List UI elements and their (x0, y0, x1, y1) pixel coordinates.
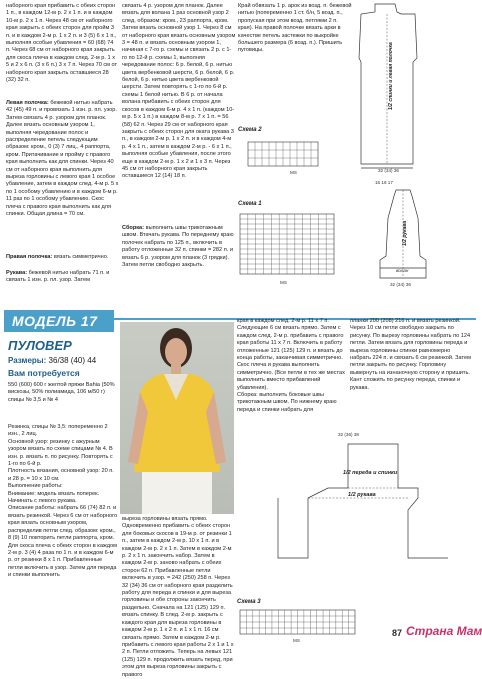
dims-bottom: 32 (36) 38 (338, 432, 359, 437)
dims-mid: 32 (34) 36 (378, 168, 399, 173)
col1-right-front (6, 254, 119, 270)
col-b1-text: Резинка, спицы № 3,5: попеременно 2 изн., 2 лиц. Основной узор: резинку с ажурным узором вязать по схеме спицами № 4. В изн. р. вязать п. по рисунку. Повторять с 1-го по 6-й р. Плотность вязания, основной узор: 20 п. и 28 р. = 10 х 10 см. Выполнение работы: Внимание: модель вязать поперек. Начинать с левого рукава. Описание работы: набрать 66 (74) 82 п. и вязать резинкой. Через 6 см от наборного края вязать основным узором, распределив петли след. образом: кром., 8 (9) 10 повторить петли раппорта, кром. Для скоса плеча с обеих сторон в каждом 2-м р. 3 (4) 4 раза по 1 п. и в каждом 6-м р. от резинки 8 х 1 п. Прибавленные петли включить в узор. Затем для переда и спинки выполнить (8, 424, 118, 579)
model-banner (4, 310, 114, 332)
dims-sleeve: 32 (34) 36 (390, 282, 411, 287)
schema3-grid (240, 610, 355, 634)
sleeve2-label: 1/2 рукава (348, 492, 376, 498)
page-number: 87 (392, 628, 403, 638)
sleeves-heading: Рукава: (6, 270, 28, 276)
schema3-ms: MS (293, 638, 300, 643)
front-back-label: 1/2 переда и спинки (343, 470, 398, 476)
schema2-grid (248, 142, 318, 166)
schema2-title: Схема 2 (238, 127, 262, 133)
schema1-ms: MS (280, 280, 287, 285)
schema1-grid (240, 214, 334, 274)
model-photo-figure (120, 322, 234, 514)
col-b2-text: выреза горловины вязать прямо. Одновременно прибавить с обеих сторон для боковых скосов в 19-м р. от резинки 1 п., затем в каждом 2-м р. 10 х 1 п. и в каждом 2-м р. 2 х 1 п. Затем в каждом 2-м р. 2 х 1 п. закончить набор. Затем в каждом 2-м р. заново набрать с обеих сторон 62 п. Прибавленные петли включить в узор. = 242 (250) 258 п. Через 32 (34) 36 см от наборного края разделить работу для переда и спинки и для выреза горловины и обе стороны закончить раздельно. Сначала на 121 (125) 129 п. вязать спинку. В след. 2-м р. закрыть с каждого края для вырeза горловины в каждом 2-м р. 1 х 2 п. и 1 х 1 п. 16 см связать прямо. Затем в каждом 2-м р. прибавить с левого края работы 2 х 1 и 1 х 2 п. Петли отложить. Теперь на левых 121 (125) 129 п. продолжить вязать перед, при этом для выреза горловины закрыть с правого (122, 516, 234, 678)
col2-assembly (122, 225, 236, 297)
back-pattern-diagram (355, 2, 473, 172)
model-banner-text: МОДЕЛЬ 17 (12, 313, 98, 329)
right-front-heading: Правая полочка: (6, 254, 53, 260)
col3-paragraph: Край обвязать 1 р. арок из возд. п. бежевой нитью (попеременно 1 ст. б/н, 5 возд. п., пропуская при этом возд. петлями 2 п. края). На правой полочке вязать арки в качестве петель застежки по выкройке большего размера (6 возд. п.). Пришить пуговицы. (238, 3, 352, 54)
col2-paragraph: связать 4 р. узором для планок. Далее вязать для волана 1 раз основной узор 2 след. образом: кром., 23 раппорта, кром. Затем вязать основной узор 1. Через 8 см от наборного края вязать основным узором 3 = 48 п. и вязать основным узором 1, начиная с 7-го р. схемы и связать 2 р. с 1-го по 12-й р. схемы 1, выполняя чередование полос: 6 р. белой, 6 р. нитью цвета вербенковой шерсти, 6 р. белой, 6 р. белой, 6 р. нитью цвета вербенковой шерсти. Затем повторять с 1-го по 6-й р. схемы 1 белой нитью. В 6 р. от начала волана прибавить с обеих сторон для скосов в каждом 6-м р. 4 х 1 п. (каждом 10-м р. 5 х 1 п.) в каждом 8-м р. 7 х 1 п. = 56 (58) 62 п. Через 29 см от наборного края закрыть с обеих сторон для оката рукава 3 п., в каждом 2-м р. 1 х 2 п. и в каждом 4-м р. 4 х 1 п., затем в каждом 2-м р. - 6 х 1 п., выполняя особые убавления, после этого еще в каждом 2-м р. 1 х 2 и 1 х 3 п. Через 45 см от наборного края закрыть оставшиеся 12 (14) 18 п. (122, 3, 236, 180)
model-title: ПУЛОВЕР (8, 338, 72, 353)
left-front-text: бежевой нитью набрать 42 (45) 49 п. и провязать 1 изн. р. пл. узор. Затем связать 4 р. узором для планок. Далее вязать основным узором 1, выполняя чередование полос и распределение петель следующим образом: кром., 0 (3) 7 лиц., 4 раппорта, кром. Притачивание и пройму с правого края выполнить как для спинки. Через 40 см от наборного края выполнить для выреза горловины с левого края 1 особое убавление, затем в каждом след. 4-м р. 5 х по 1 особому убавлению и в каждом 6-м р. 11 раз по 1 особому убавлению. Скос плеча с правого края выполнить как для спинки. Общая длина = 70 см. (6, 100, 119, 218)
sizes-label: Размеры: (8, 356, 47, 365)
assembly-text: выполнить швы трикотажным швом. Втачать рукава. По переднему краю полочек набрать по 125 п., включить в работу отложенные 32 п. спинки = 282 п. и вязать 6 р. узором для планок (3 грядки). Затем петли свободно закрыть. (122, 225, 234, 269)
assembly-heading: Сборка: (122, 225, 145, 231)
col-b4-text: планки 200 (208) 216 п. и вязать резинкой. Через 10 см петли свободно закрыть по рисунку. По вырезу горловины набрать по 124 петли. Затем вязать для горловины переда и выреза горловины спинки равномерно набрать 224 п. и связать 6 см резинкой. Затем петли закрыть по рисунку. Горловину вывернуть на изнаночную сторону и пришить. Кант сложить по рисунку переда, спинки и рукава. (350, 318, 471, 391)
col1-paragraph: наборного края прибавить с обеих сторон 1 п., в каждом 12-м р. 2 х 1 п. и в каждом 10-м р. 2 х 1 п. Через 48 см от наборного края закрыть с обеих сторон для пройм 3 п. и в каждом 2-м р. 1 х 2 п. и 3 (5) 6 х 1 п., выполняя особые убавления = 60 (68) 74 п. Через 68 см от наборного края закрыть для скоса плеча в каждом след. 2-м р. 1 х 5 и 2 х 6 п. (3 х 6 п.) 3 х 7 п. Через 70 см от наборного края закрыть оставшиеся 28 (32) 32 п. (6, 3, 118, 84)
materials-list: 550 (600) 600 г желтой пряжи Bahia (50% вискозы, 50% полиамида, 106 м/50 г) спицы № 3,5 и № 4 (8, 382, 115, 403)
right-front-text: вязать симметрично. (53, 254, 109, 260)
schema1-title: Схема 1 (238, 201, 262, 207)
sleeves-text: бежевой нитью набрать 71 п. и связать 1 изн. р. пл. узор. Затем (6, 270, 110, 284)
sleeve-pattern-diagram (372, 188, 472, 296)
back-front-label: 1/2 спинки и левая полочка (388, 42, 394, 110)
sleeve-half-label: 1/2 рукава (402, 220, 408, 246)
col1-sleeves (6, 270, 119, 298)
volan-label: волан (396, 268, 409, 273)
model-sizes (8, 356, 96, 365)
left-front-heading: Левая полочка: (6, 100, 49, 106)
front-back-pattern-diagram (248, 440, 468, 580)
col1-left-front (6, 100, 119, 248)
dims-top: 15 16 17 (375, 180, 393, 185)
schema3-title: Схема 3 (237, 599, 261, 605)
need-heading: Вам потребуется (8, 368, 80, 378)
schema2-ms: MS (290, 170, 297, 175)
col-b3-text: края в каждом след. 2-м р. 11 х 7 п. Следующие 6 см вязать прямо. Затем с каждом след. 2-м р. прибавить с правого края работы 11 х 7 п. Включить в работу отложенные 121 (125) 129 п. и вязать до конца работы, заканчивая симметрично. Скос плеча и рукава выполнить симметрично. (Все петли в тех же местах выполнить вместо прибавлений убавления). Сборка: выполнить боковые швы трикотажным швом. По нижнему краю переда и спинки набрать для (237, 318, 345, 413)
model-photo (120, 322, 234, 514)
watermark: Страна Мам (406, 624, 482, 638)
sizes-value: 36/38 (40) 44 (48, 356, 97, 365)
